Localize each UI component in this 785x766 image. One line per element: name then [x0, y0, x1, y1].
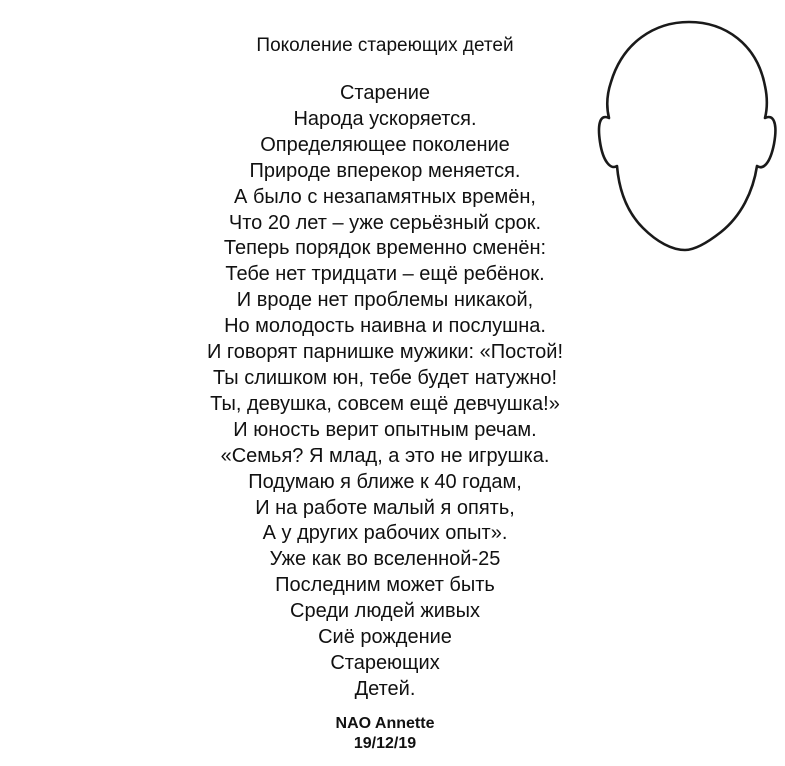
- poem-line: Уже как во вселенной-25: [269, 548, 501, 571]
- poem-line: «Семья? Я млад, а это не игрушка.: [220, 444, 550, 467]
- poem-line: Теперь порядок временно сменён:: [223, 237, 547, 260]
- poem-line: И говорят парнишке мужики: «Постой!: [206, 341, 564, 364]
- poem-line: Последним может быть: [275, 574, 495, 597]
- poem-line: И на работе малый я опять,: [255, 496, 515, 519]
- poem-line: Природе вперекор меняется.: [249, 159, 521, 182]
- poem-line: Детей.: [354, 677, 416, 700]
- poem-line: Стареющих: [330, 651, 440, 674]
- poem-line: Что 20 лет – уже серьёзный срок.: [228, 211, 542, 234]
- author-name: NAO Annette: [335, 715, 435, 732]
- poem-line: Сиё рождение: [318, 626, 452, 649]
- poem-line: И юность верит опытным речам.: [233, 418, 537, 441]
- head-outline: [599, 22, 775, 250]
- poem-line: Ты, девушка, совсем ещё девчушка!»: [210, 392, 560, 415]
- poem-line: А было с незапамятных времён,: [234, 185, 536, 208]
- head-silhouette-icon: [597, 18, 779, 258]
- poem-line: Ты слишком юн, тебе будет натужно!: [212, 366, 558, 389]
- poem-line: Определяющее поколение: [260, 133, 510, 156]
- poem-line: Народа ускоряется.: [293, 107, 477, 130]
- poem-line: А у других рабочих опыт».: [262, 522, 508, 545]
- poem-line: Подумаю я ближе к 40 годам,: [248, 470, 522, 493]
- poem-title: Поколение стареющих детей: [256, 35, 514, 56]
- poem-line: Но молодость наивна и послушна.: [224, 315, 546, 338]
- poem-line: Старение: [339, 82, 431, 104]
- signature-date: 19/12/19: [353, 735, 417, 752]
- poem-line: Среди людей живых: [290, 600, 480, 623]
- signature: [0, 714, 770, 754]
- poem-line: И вроде нет проблемы никакой,: [236, 289, 534, 312]
- poem-line: Тебе нет тридцати – ещё ребёнок.: [225, 263, 545, 286]
